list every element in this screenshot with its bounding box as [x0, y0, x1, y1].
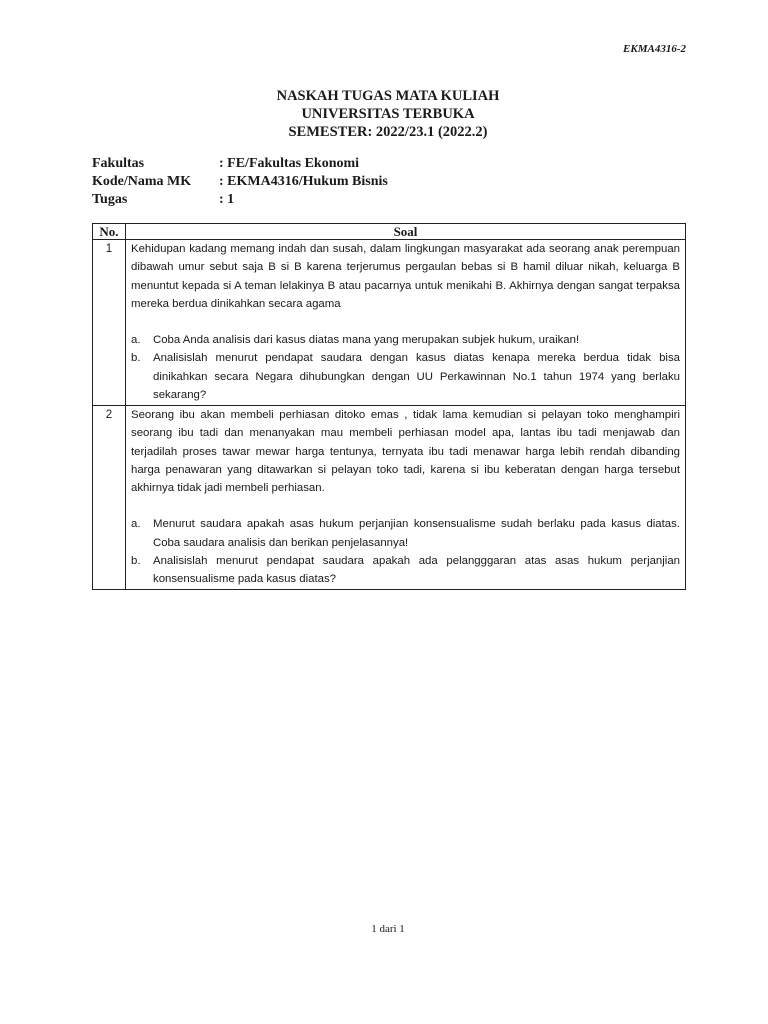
fakultas-row — [92, 155, 388, 173]
title-line-2: UNIVERSITAS TERBUKA — [301, 106, 475, 122]
question-content — [126, 406, 686, 590]
sub-question-text: Analisislah menurut pendapat saudara apakah ada pelangggaran atas asas hukum perjanjian konsensualisme pada kasus diatas? — [153, 555, 680, 586]
kode-value: : EKMA4316/Hukum Bisnis — [219, 174, 388, 189]
sub-question-text: Menurut saudara apakah asas hukum perjanjian konsensualisme sudah berlaku pada kasus diatas. Coba saudara analisis dan berikan penjelasannya! — [153, 518, 680, 549]
sub-question-text: Coba Anda analisis dari kasus diatas mana yang merupakan subjek hukum, uraikan! — [153, 334, 580, 347]
table-row — [93, 406, 686, 590]
sub-question — [131, 349, 680, 404]
question-number: 1 — [93, 240, 126, 406]
fakultas-value: : FE/Fakultas Ekonomi — [219, 156, 360, 171]
title-line-1: NASKAH TUGAS MATA KULIAH — [276, 88, 500, 104]
page-number: 1 dari 1 — [371, 923, 405, 935]
sub-question-letter: b. — [131, 555, 141, 568]
sub-question — [131, 552, 680, 589]
title-line-3: SEMESTER: 2022/23.1 (2022.2) — [288, 124, 488, 140]
kode-label: Kode/Nama MK — [92, 174, 192, 189]
question-text: Seorang ibu akan membeli perhiasan ditoko emas , tidak lama kemudian si pelayan toko menghampiri seorang ibu tadi dan menanyakan mau membeli perhiasan model apa, lantas ibu tadi menjawab dan terjadilah proses tawar mewar harga tentunya, ternyata ibu tadi menawar harga lebih rendah dibanding harga penawaran yang ditawarkan si pelayan toko tadi, karena si ibu keberatan dengan harga tersebut akhirnya tidak jadi membeli perhiasan. — [131, 409, 680, 495]
sub-question — [131, 515, 680, 552]
tugas-label: Tugas — [92, 192, 128, 207]
sub-question-list — [131, 331, 680, 404]
sub-question-letter: a. — [131, 334, 141, 347]
question-text: Kehidupan kadang memang indah dan susah, dalam lingkungan masyarakat ada seorang anak perempuan dibawah umur sebut saja B si B karena terjerumus pergaulan bebas si B hamil diluar nikah, keluarga B menuntut kepada si A teman lelakinya B atau pacarnya untuk menikahi B. Akhirnya dengan sangat terpaksa mereka berdua dinikahkan secara agama — [131, 243, 680, 310]
sub-question-letter: a. — [131, 518, 141, 531]
header-no: No. — [93, 224, 126, 240]
header-soal: Soal — [126, 224, 686, 240]
course-info — [92, 155, 388, 209]
question-content — [126, 240, 686, 406]
sub-question-text: Analisislah menurut pendapat saudara dengan kasus diatas kenapa mereka berdua tidak bisa dinikahkan secara Negara dihubungkan dengan UU Perkawinnan No.1 tahun 1974 yang berlaku sekarang? — [153, 352, 680, 402]
kode-row — [92, 173, 388, 191]
document-code: EKMA4316-2 — [623, 43, 686, 55]
sub-question — [131, 331, 680, 349]
table-row — [93, 240, 686, 406]
document-title — [0, 87, 768, 141]
question-table — [92, 223, 686, 590]
sub-question-list — [131, 515, 680, 588]
sub-question-letter: b. — [131, 352, 141, 365]
question-number: 2 — [93, 406, 126, 590]
fakultas-label: Fakultas — [92, 156, 145, 171]
tugas-value: : 1 — [219, 192, 235, 207]
table-header-row — [93, 224, 686, 240]
tugas-row — [92, 191, 388, 209]
